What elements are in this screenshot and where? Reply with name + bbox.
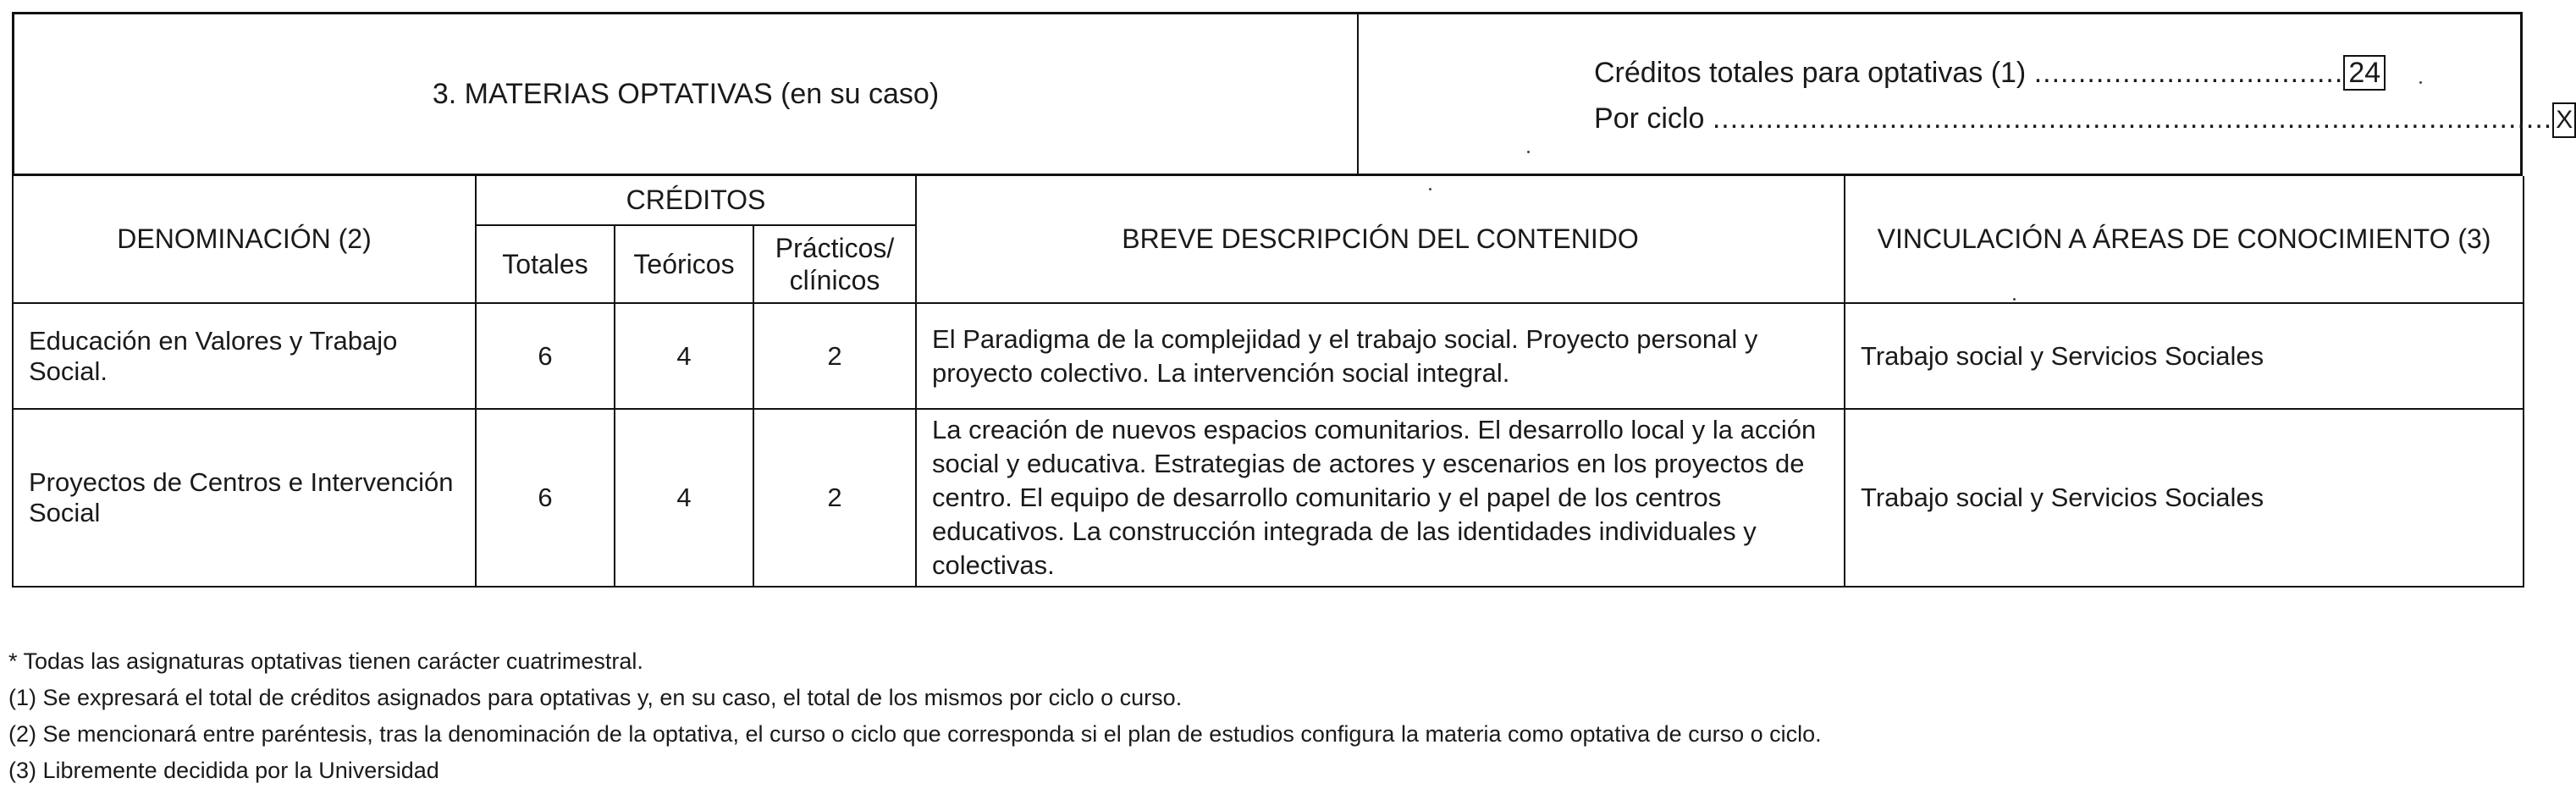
- table-row: [13, 409, 2524, 587]
- header-denominacion: DENOMINACIÓN (2): [13, 176, 476, 303]
- total-credits-label: Créditos totales para optativas (1): [1594, 57, 2027, 89]
- total-credits-line: [1594, 55, 2386, 91]
- header-practicos-line1: Prácticos/: [775, 233, 895, 263]
- scan-speck: [2013, 298, 2016, 301]
- scan-speck: [2419, 81, 2422, 84]
- header-practicos-line2: clínicos: [789, 265, 880, 295]
- header-descripcion: BREVE DESCRIPCIÓN DEL CONTENIDO: [916, 176, 1845, 303]
- scan-speck: [1527, 151, 1530, 153]
- header-creditos: CRÉDITOS: [476, 176, 916, 225]
- table-row: [13, 303, 2524, 409]
- row-teoricos: 4: [615, 303, 753, 409]
- row-vinculacion: Trabajo social y Servicios Sociales: [1845, 409, 2524, 587]
- row-descripcion: El Paradigma de la complejidad y el trabajo social. Proyecto personal y proyecto colectivo. La intervención social integral.: [916, 303, 1845, 409]
- row-practicos: 2: [753, 409, 916, 587]
- section-title: 3. MATERIAS OPTATIVAS (en su caso): [14, 14, 1359, 174]
- header-practicos: [753, 225, 916, 303]
- header-vinculacion: VINCULACIÓN A ÁREAS DE CONOCIMIENTO (3): [1845, 176, 2524, 303]
- row-denominacion: Proyectos de Centros e Intervención Social: [13, 409, 476, 587]
- footnote-1: (1) Se expresará el total de créditos asignados para optativas y, en su caso, el total de los mismos por ciclo o curso.: [8, 685, 1183, 710]
- per-cycle-label: Por ciclo: [1594, 102, 1705, 135]
- total-credits-dots: ...................................: [2033, 57, 2344, 89]
- row-denominacion: Educación en Valores y Trabajo Social.: [13, 303, 476, 409]
- optional-subjects-table: [12, 176, 2524, 588]
- row-teoricos: 4: [615, 409, 753, 587]
- row-vinculacion: Trabajo social y Servicios Sociales: [1845, 303, 2524, 409]
- table-header-row: [13, 176, 2524, 225]
- footnote-3: (3) Libremente decidida por la Universidad: [8, 758, 439, 783]
- footnotes: [8, 643, 1822, 789]
- row-totales: 6: [476, 303, 615, 409]
- total-credits-value: 24: [2343, 55, 2386, 91]
- per-cycle-line: [1594, 102, 2576, 138]
- per-cycle-dots: ...............................................................................................: [1712, 102, 2553, 135]
- row-descripcion: La creación de nuevos espacios comunitarios. El desarrollo local y la acción social y educativa. Estrategias de actores y escenarios en los proyectos de centro. El equipo de desarrollo comunitario y el papel de los centros educativos. La construcción integrada de las identidades individuales y colectivas.: [916, 409, 1845, 587]
- scan-speck: [1429, 188, 1431, 190]
- row-practicos: 2: [753, 303, 916, 409]
- header-teoricos: Teóricos: [615, 225, 753, 303]
- footnote-asterisk: * Todas las asignaturas optativas tienen carácter cuatrimestral.: [8, 648, 643, 674]
- section-header-box: [12, 12, 2573, 176]
- header-totales: Totales: [476, 225, 615, 303]
- credits-summary: [1359, 14, 2573, 174]
- per-cycle-value: X: [2552, 102, 2576, 138]
- footnote-2: (2) Se mencionará entre paréntesis, tras la denominación de la optativa, el curso o ciclo que corresponda si el plan de estudios configura la materia como optativa de curso o ciclo.: [8, 721, 1822, 747]
- row-totales: 6: [476, 409, 615, 587]
